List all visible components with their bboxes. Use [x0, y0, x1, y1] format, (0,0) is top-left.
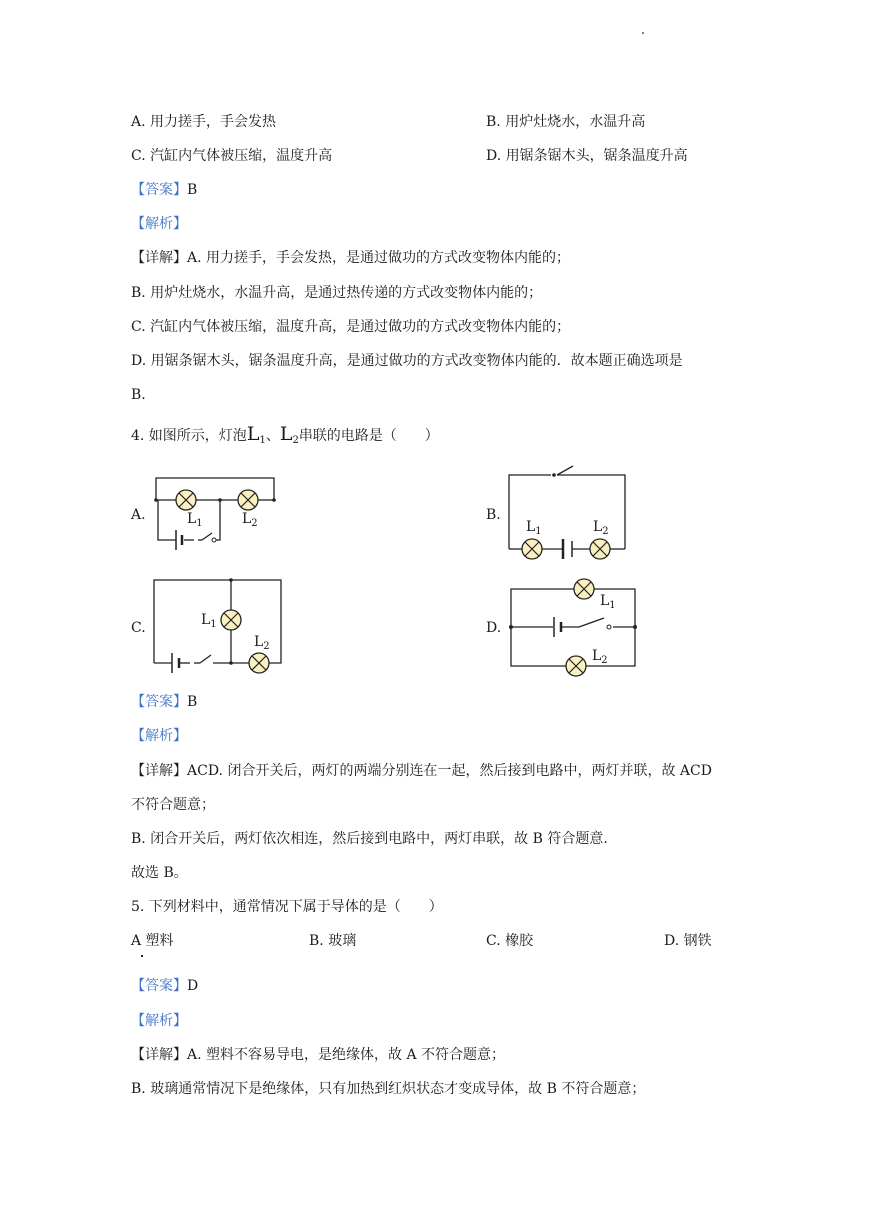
subscript: 2: [251, 518, 258, 529]
answer-value: D: [187, 978, 199, 994]
battery-icon: [554, 617, 561, 637]
q5-option-b: B. 玻璃: [309, 933, 357, 949]
lamp-label-l2: [592, 648, 608, 669]
answer-tag: 【答案】: [131, 694, 187, 710]
q5-stem: 5. 下列材料中，通常情况下属于导体的是（ ）: [131, 899, 443, 915]
q5-option-d: D. 钢铁: [664, 933, 712, 949]
lamp-icon: [249, 653, 269, 673]
q4-detail-1: [131, 761, 712, 781]
detail-tag: 【详解】: [131, 763, 187, 779]
q3-detail-c: C. 汽缸内气体被压缩，温度升高，是通过做功的方式改变物体内能的；: [131, 319, 571, 335]
lamp-icon: [238, 490, 258, 510]
q4-detail-3: 故选 B。: [131, 865, 188, 881]
q5-detail-a: [131, 1045, 505, 1065]
subscript-2: 2: [292, 435, 299, 446]
q3-analysis-tag: 【解析】: [131, 216, 187, 232]
lamp-label-l1: [600, 593, 616, 614]
detail-text: ACD. 闭合开关后，两灯的两端分别连在一起，然后接到电路中，两灯并联，故 ACD: [187, 763, 712, 779]
circuit-d-svg: [505, 573, 640, 683]
answer-tag: 【答案】: [131, 182, 187, 198]
q5-option-a: A 塑料: [131, 933, 174, 949]
stray-dot: [141, 955, 143, 957]
battery-icon: [563, 539, 572, 559]
detail-tag: 【详解】: [131, 1047, 187, 1063]
circuit-figure-b: [505, 462, 630, 564]
answer-value: B: [187, 694, 198, 710]
lamp-letter-2: L: [279, 423, 293, 445]
lamp-label-l1: [187, 511, 203, 532]
lamp-letter: L: [254, 634, 264, 650]
circuit-a-svg: [150, 474, 280, 556]
lamp-label-l1: [526, 519, 542, 540]
q4-answer: [131, 692, 197, 712]
lamp-letter: L: [593, 519, 603, 535]
q5-analysis-tag: 【解析】: [131, 1013, 187, 1029]
subscript: 1: [535, 526, 542, 537]
lamp-icon: [590, 539, 610, 559]
q4-detail-2: B. 闭合开关后，两灯依次相连，然后接到电路中，两灯串联，故 B 符合题意.: [131, 831, 608, 847]
stem-prefix: 4. 如图所示，灯泡: [131, 428, 247, 444]
lamp-icon: [566, 656, 586, 676]
q3-detail-b: B. 用炉灶烧水，水温升高，是通过热传递的方式改变物体内能的；: [131, 285, 543, 301]
circuit-c-svg: [150, 574, 285, 682]
subscript: 2: [263, 641, 270, 652]
subscript: 1: [609, 600, 616, 611]
q3-answer: [131, 180, 197, 200]
battery-icon: [172, 653, 179, 673]
lamp-label-l2: [593, 519, 609, 540]
lamp-label-l2: [242, 511, 258, 532]
circuit-b-svg: [505, 462, 630, 564]
lamp-label-l1: [201, 612, 217, 633]
lamp-icon: [574, 579, 594, 599]
q5-answer: [131, 976, 198, 996]
q3-detail-a: [131, 248, 570, 268]
figure-b-label: B.: [486, 507, 501, 523]
q3-option-d: D. 用锯条锯木头，锯条温度升高: [486, 148, 688, 164]
lamp-icon: [176, 490, 196, 510]
q4-analysis-tag: 【解析】: [131, 728, 187, 744]
subscript: 1: [210, 619, 217, 630]
lamp-letter: L: [600, 593, 610, 609]
answer-value: B: [187, 182, 198, 198]
q4-detail-1-cont: 不符合题意；: [131, 797, 215, 813]
subscript-1: 1: [259, 435, 266, 446]
subscript: 2: [602, 526, 609, 537]
q3-option-c: C. 汽缸内气体被压缩，温度升高: [131, 148, 333, 164]
q3-detail-d: D. 用锯条锯木头，锯条温度升高，是通过做功的方式改变物体内能的．故本题正确选项是: [131, 353, 683, 369]
battery-icon: [176, 530, 182, 550]
q3-option-a: A. 用力搓手，手会发热: [131, 114, 277, 130]
figure-d-label: D.: [486, 620, 502, 636]
lamp-letter: L: [242, 511, 252, 527]
lamp-letter: L: [187, 511, 197, 527]
q5-detail-b: B. 玻璃通常情况下是绝缘体，只有加热到红炽状态才变成导体，故 B 不符合题意；: [131, 1081, 646, 1097]
lamp-letter: L: [201, 612, 211, 628]
q3-detail-d-cont: B.: [131, 387, 146, 403]
lamp-letter: L: [592, 648, 602, 664]
detail-text: A. 塑料不容易导电，是绝缘体，故 A 不符合题意；: [187, 1047, 506, 1063]
separator: 、: [265, 428, 280, 444]
lamp-letter-1: L: [246, 423, 260, 445]
detail-text: A. 用力搓手，手会发热，是通过做功的方式改变物体内能的；: [187, 250, 571, 266]
answer-tag: 【答案】: [131, 978, 187, 994]
circuit-figure-a: [150, 474, 280, 556]
lamp-letter: L: [526, 519, 536, 535]
lamp-icon: [221, 610, 241, 630]
q3-option-b: B. 用炉灶烧水，水温升高: [486, 114, 646, 130]
figure-c-label: C.: [131, 620, 146, 636]
circuit-figure-c: [150, 574, 285, 682]
lamp-icon: [522, 539, 542, 559]
subscript: 1: [196, 518, 203, 529]
circuit-figure-d: [505, 573, 640, 683]
page-dot: [642, 32, 644, 34]
figure-a-label: A.: [131, 507, 146, 523]
detail-tag: 【详解】: [131, 250, 187, 266]
q4-stem: [131, 424, 439, 451]
stem-suffix: 串联的电路是（ ）: [298, 428, 439, 444]
subscript: 2: [601, 655, 608, 666]
lamp-label-l2: [254, 634, 270, 655]
q5-option-c: C. 橡胶: [486, 933, 534, 949]
